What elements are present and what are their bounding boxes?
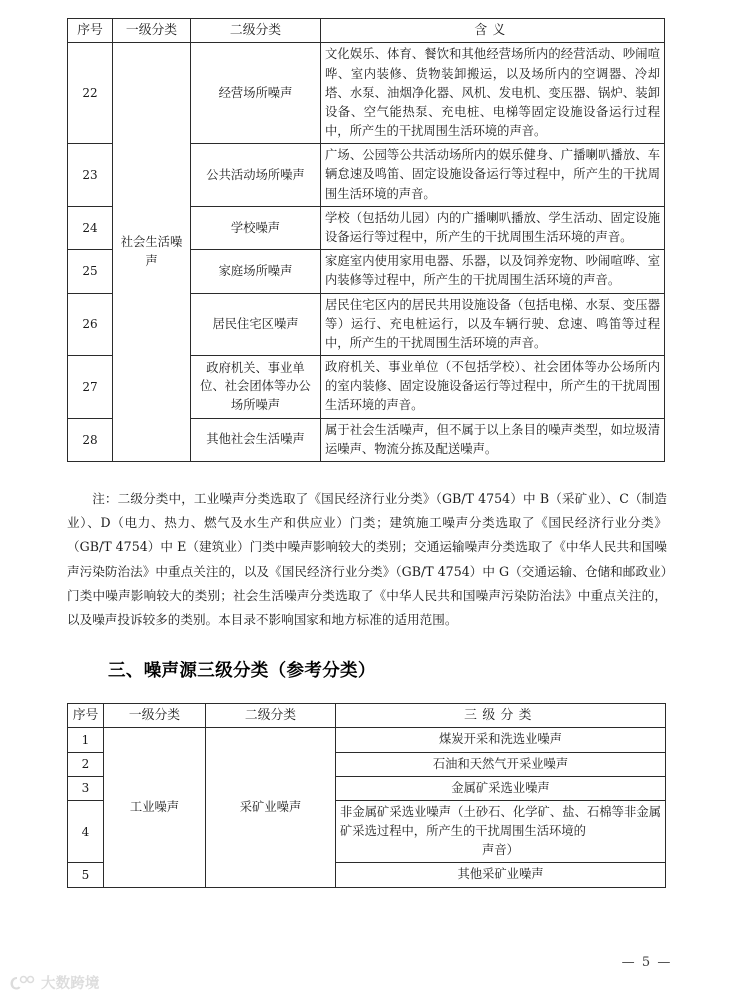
table-header-row: [68, 704, 666, 728]
cell-meaning: 文化娱乐、体育、餐饮和其他经营场所内的经营活动、吵闹喧哗、室内装修、货物装卸搬运，以及场所内的空调器、冷却塔、水泵、油烟净化器、风机、发电机、变压器、锅炉、装卸设备、空气能热泵、充电桩、电梯等固定设施设备运行过程中，所产生的干扰周围生活环境的声音。: [321, 43, 665, 144]
header-meaning: 含义: [321, 19, 665, 43]
cell-serial: 27: [68, 356, 113, 419]
cell-level3: 金属矿采选业噪声: [336, 776, 666, 800]
cell-serial: 26: [68, 293, 113, 356]
header-level1: 一级分类: [113, 19, 191, 43]
cell-serial: 1: [68, 728, 104, 752]
cell-level2: 家庭场所噪声: [191, 250, 321, 293]
cell-serial: 2: [68, 752, 104, 776]
cell-level3: [336, 800, 666, 863]
cell-serial: 4: [68, 800, 104, 863]
cell-serial: 22: [68, 43, 113, 144]
cell-serial: 23: [68, 144, 113, 207]
table-row: [68, 728, 666, 752]
cell-meaning: 政府机关、事业单位（不包括学校）、社会团体等办公场所内的室内装修、固定设施设备运行等过程中，所产生的干扰周围生活环境的声音。: [321, 356, 665, 419]
cell-meaning: 学校（包括幼儿园）内的广播喇叭播放、学生活动、固定设施设备运行等过程中，所产生的干扰周围生活环境的声音。: [321, 206, 665, 249]
cell-level3: 其他采矿业噪声: [336, 863, 666, 887]
watermark-text: 大数跨境: [41, 976, 100, 992]
header-level3: 三级分类: [336, 704, 666, 728]
header-level2: 二级分类: [206, 704, 336, 728]
cell-level3: 石油和天然气开采业噪声: [336, 752, 666, 776]
page-number: — 5 —: [621, 955, 672, 970]
cell-level2: 居民住宅区噪声: [191, 293, 321, 356]
cell-serial: 24: [68, 206, 113, 249]
table-header-row: [68, 19, 665, 43]
cell-meaning: 属于社会生活噪声，但不属于以上条目的噪声类型，如垃圾清运噪声、物流分拣及配送噪声。: [321, 418, 665, 461]
cell-level2: 公共活动场所噪声: [191, 144, 321, 207]
social-life-noise-table: [67, 18, 665, 462]
cell-level1-merged: 社会生活噪声: [113, 43, 191, 461]
header-level1: 一级分类: [104, 704, 206, 728]
cell-level3-main: 非金属矿采选业噪声（土砂石、化学矿、盐、石棉等非金属矿采选过程中，所产生的干扰周围生活环境的: [340, 804, 661, 839]
table-note-paragraph: 注：二级分类中，工业噪声分类选取了《国民经济行业分类》（GB/T 4754）中 B（采矿业）、C（制造业）、D（电力、热力、燃气及水生产和供应业）门类；建筑施工噪声分类选取了《国民经济行业分类》（GB/T 4754）中 E（建筑业）门类中噪声影响较大的类别；交通运输噪声分类选取了《中华人民共和国噪声污染防治法》中重点关注的，以及《国民经济行业分类》（GB/T 4754）中 G（交通运输、仓储和邮政业）门类中噪声影响较大的类别；社会生活噪声分类选取了《中华人民共和国噪声污染防治法》中重点关注的，以及噪声投诉较多的类别。本目录不影响国家和地方标准的适用范围。: [67, 491, 667, 627]
cell-meaning: 居民住宅区内的居民共用设施设备（包括电梯、水泵、变压器等）运行、充电桩运行，以及车辆行驶、怠速、鸣笛等过程中，所产生的干扰周围生活环境的声音。: [321, 293, 665, 356]
cell-serial: 5: [68, 863, 104, 887]
watermark-logo-icon: [10, 974, 36, 992]
cell-meaning: 家庭室内使用家用电器、乐器，以及饲养宠物、吵闹喧哗、室内装修等过程中，所产生的干扰周围生活环境的声音。: [321, 250, 665, 293]
watermark: [10, 972, 100, 993]
cell-level2-merged: 采矿业噪声: [206, 728, 336, 887]
cell-level2: 政府机关、事业单位、社会团体等办公场所噪声: [191, 356, 321, 419]
cell-level2: 其他社会生活噪声: [191, 418, 321, 461]
cell-serial: 25: [68, 250, 113, 293]
level3-classification-table: [67, 703, 666, 888]
cell-level3-lastline: 声音）: [482, 843, 519, 858]
header-serial: 序号: [68, 704, 104, 728]
cell-level2: 经营场所噪声: [191, 43, 321, 144]
cell-level1-merged: 工业噪声: [104, 728, 206, 887]
cell-meaning: 广场、公园等公共活动场所内的娱乐健身、广播喇叭播放、车辆怠速及鸣笛、固定设施设备运行等过程中，所产生的干扰周围生活环境的声音。: [321, 144, 665, 207]
table-row: [68, 43, 665, 144]
cell-level2: 学校噪声: [191, 206, 321, 249]
cell-serial: 28: [68, 418, 113, 461]
cell-level3: 煤炭开采和洗选业噪声: [336, 728, 666, 752]
header-serial: 序号: [68, 19, 113, 43]
cell-serial: 3: [68, 776, 104, 800]
section-heading: 三、噪声源三级分类（参考分类）: [108, 661, 376, 681]
header-level2: 二级分类: [191, 19, 321, 43]
